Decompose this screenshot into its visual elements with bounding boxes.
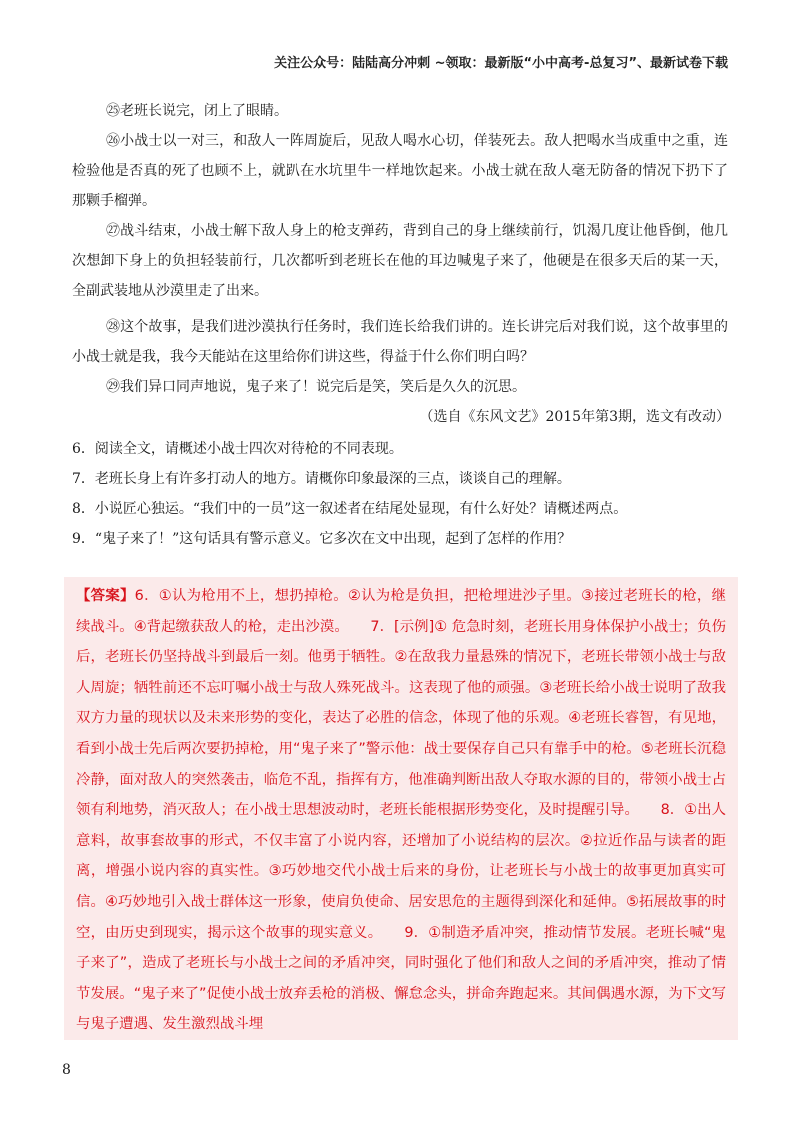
question-8: 8．小说匠心独运。“我们中的一员”这一叙述者在结尾处显现，有什么好处？请概述两点。: [72, 501, 628, 517]
question-9: 9．“鬼子来了！”这句话具有警示意义。它多次在文中出现，起到了怎样的作用？: [72, 531, 572, 547]
paragraph-27: ㉗战斗结束，小战士解下敌人身上的枪支弹药，背到自己的身上继续前行，饥渴几度让他昏倒，他几次想卸下身上的负担轻装前行，几次都听到老班长在他的耳边喊鬼子来了，他硬是在很多天后的某一天，全副武装地从沙漠里走了出来。: [72, 223, 728, 299]
paragraph-29: ㉙我们异口同声地说，鬼子来了！说完后是笑，笑后是久久的沉思。: [106, 379, 526, 395]
question-6: 6．阅读全文，请概述小战士四次对待枪的不同表现。: [72, 441, 403, 457]
answer-text: 6．①认为枪用不上，想扔掉枪。②认为枪是负担，把枪埋进沙子里。③接过老班长的枪，继续战斗。④背起缴获敌人的枪，走出沙漠。 7．[示例]① 危急时刻，老班长用身体保护小战士；负伤后，老班长仍坚持战斗到最后一刻。他勇于牺牲。②在敌我力量悬殊的情况下，老班长带领小战士与敌人周旋；牺牲前还不忘叮嘱小战士与敌人殊死战斗。这表现了他的顽强。③老班长给小战士说明了敌我双方力量的现状以及未来形势的变化，表达了必胜的信念，体现了他的乐观。④老班长睿智，有见地，看到小战士先后两次要扔掉枪，用“鬼子来了”警示他：战士要保存自己只有靠手中的枪。⑤老班长沉稳冷静，面对敌人的突然袭击，临危不乱，指挥有方，他准确判断出敌人夺取水源的目的，带领小战士占领有利地势，消灭敌人；在小战士思想波动时，老班长能根据形势变化，及时提醒引导。 8．①出人意料，故事套故事的形式，不仅丰富了小说内容，还增加了小说结构的层次。②拉近作品与读者的距离，增强小说内容的真实性。③巧妙地交代小战士后来的身份，让老班长与小战士的故事更加真实可信。④巧妙地引入战士群体这一形象，使肩负使命、居安思危的主题得到深化和延伸。⑤拓展故事的时空，由历史到现实，揭示这个故事的现实意义。 9．①制造矛盾冲突，推动情节发展。老班长喊“鬼子来了”，造成了老班长与小战士之间的矛盾冲突，同时强化了他们和敌人之间的矛盾冲突，推动了情节发展。“鬼子来了”促使小战士放弃丢枪的消极、懈怠念头，拼命奔跑起来。其间偶遇水源，为下文写与鬼子遭遇、发生激烈战斗埋: [76, 588, 726, 1033]
paragraph-28: ㉘这个故事，是我们进沙漠执行任务时，我们连长给我们讲的。连长讲完后对我们说，这个故事里的小战士就是我，我今天能站在这里给你们讲这些，得益于什么你们明白吗？: [72, 319, 728, 365]
question-7: 7．老班长身上有许多打动人的地方。请概你印象最深的三点，谈谈自己的理解。: [72, 471, 571, 487]
page-number: 8: [62, 1062, 71, 1078]
answer-block: [76, 581, 726, 1040]
paragraph-26: ㉖小战士以一对三，和敌人一阵周旋后，见敌人喝水心切，佯装死去。敌人把喝水当成重中之重，连检验他是否真的死了也顾不上，就趴在水坑里牛一样地饮起来。小战士就在敌人毫无防备的情况下扔下了那颗手榴弹。: [72, 133, 728, 209]
source-citation: （选自《东风文艺》2015年第3期，选文有改动）: [419, 409, 730, 425]
page-header: 关注公众号：陆陆高分冲刺 ~领取：最新版“小中高考-总复习”、最新试卷下载: [274, 56, 728, 71]
paragraph-25: ㉕老班长说完，闭上了眼睛。: [106, 103, 288, 119]
answer-tag: 【答案】: [76, 588, 135, 604]
